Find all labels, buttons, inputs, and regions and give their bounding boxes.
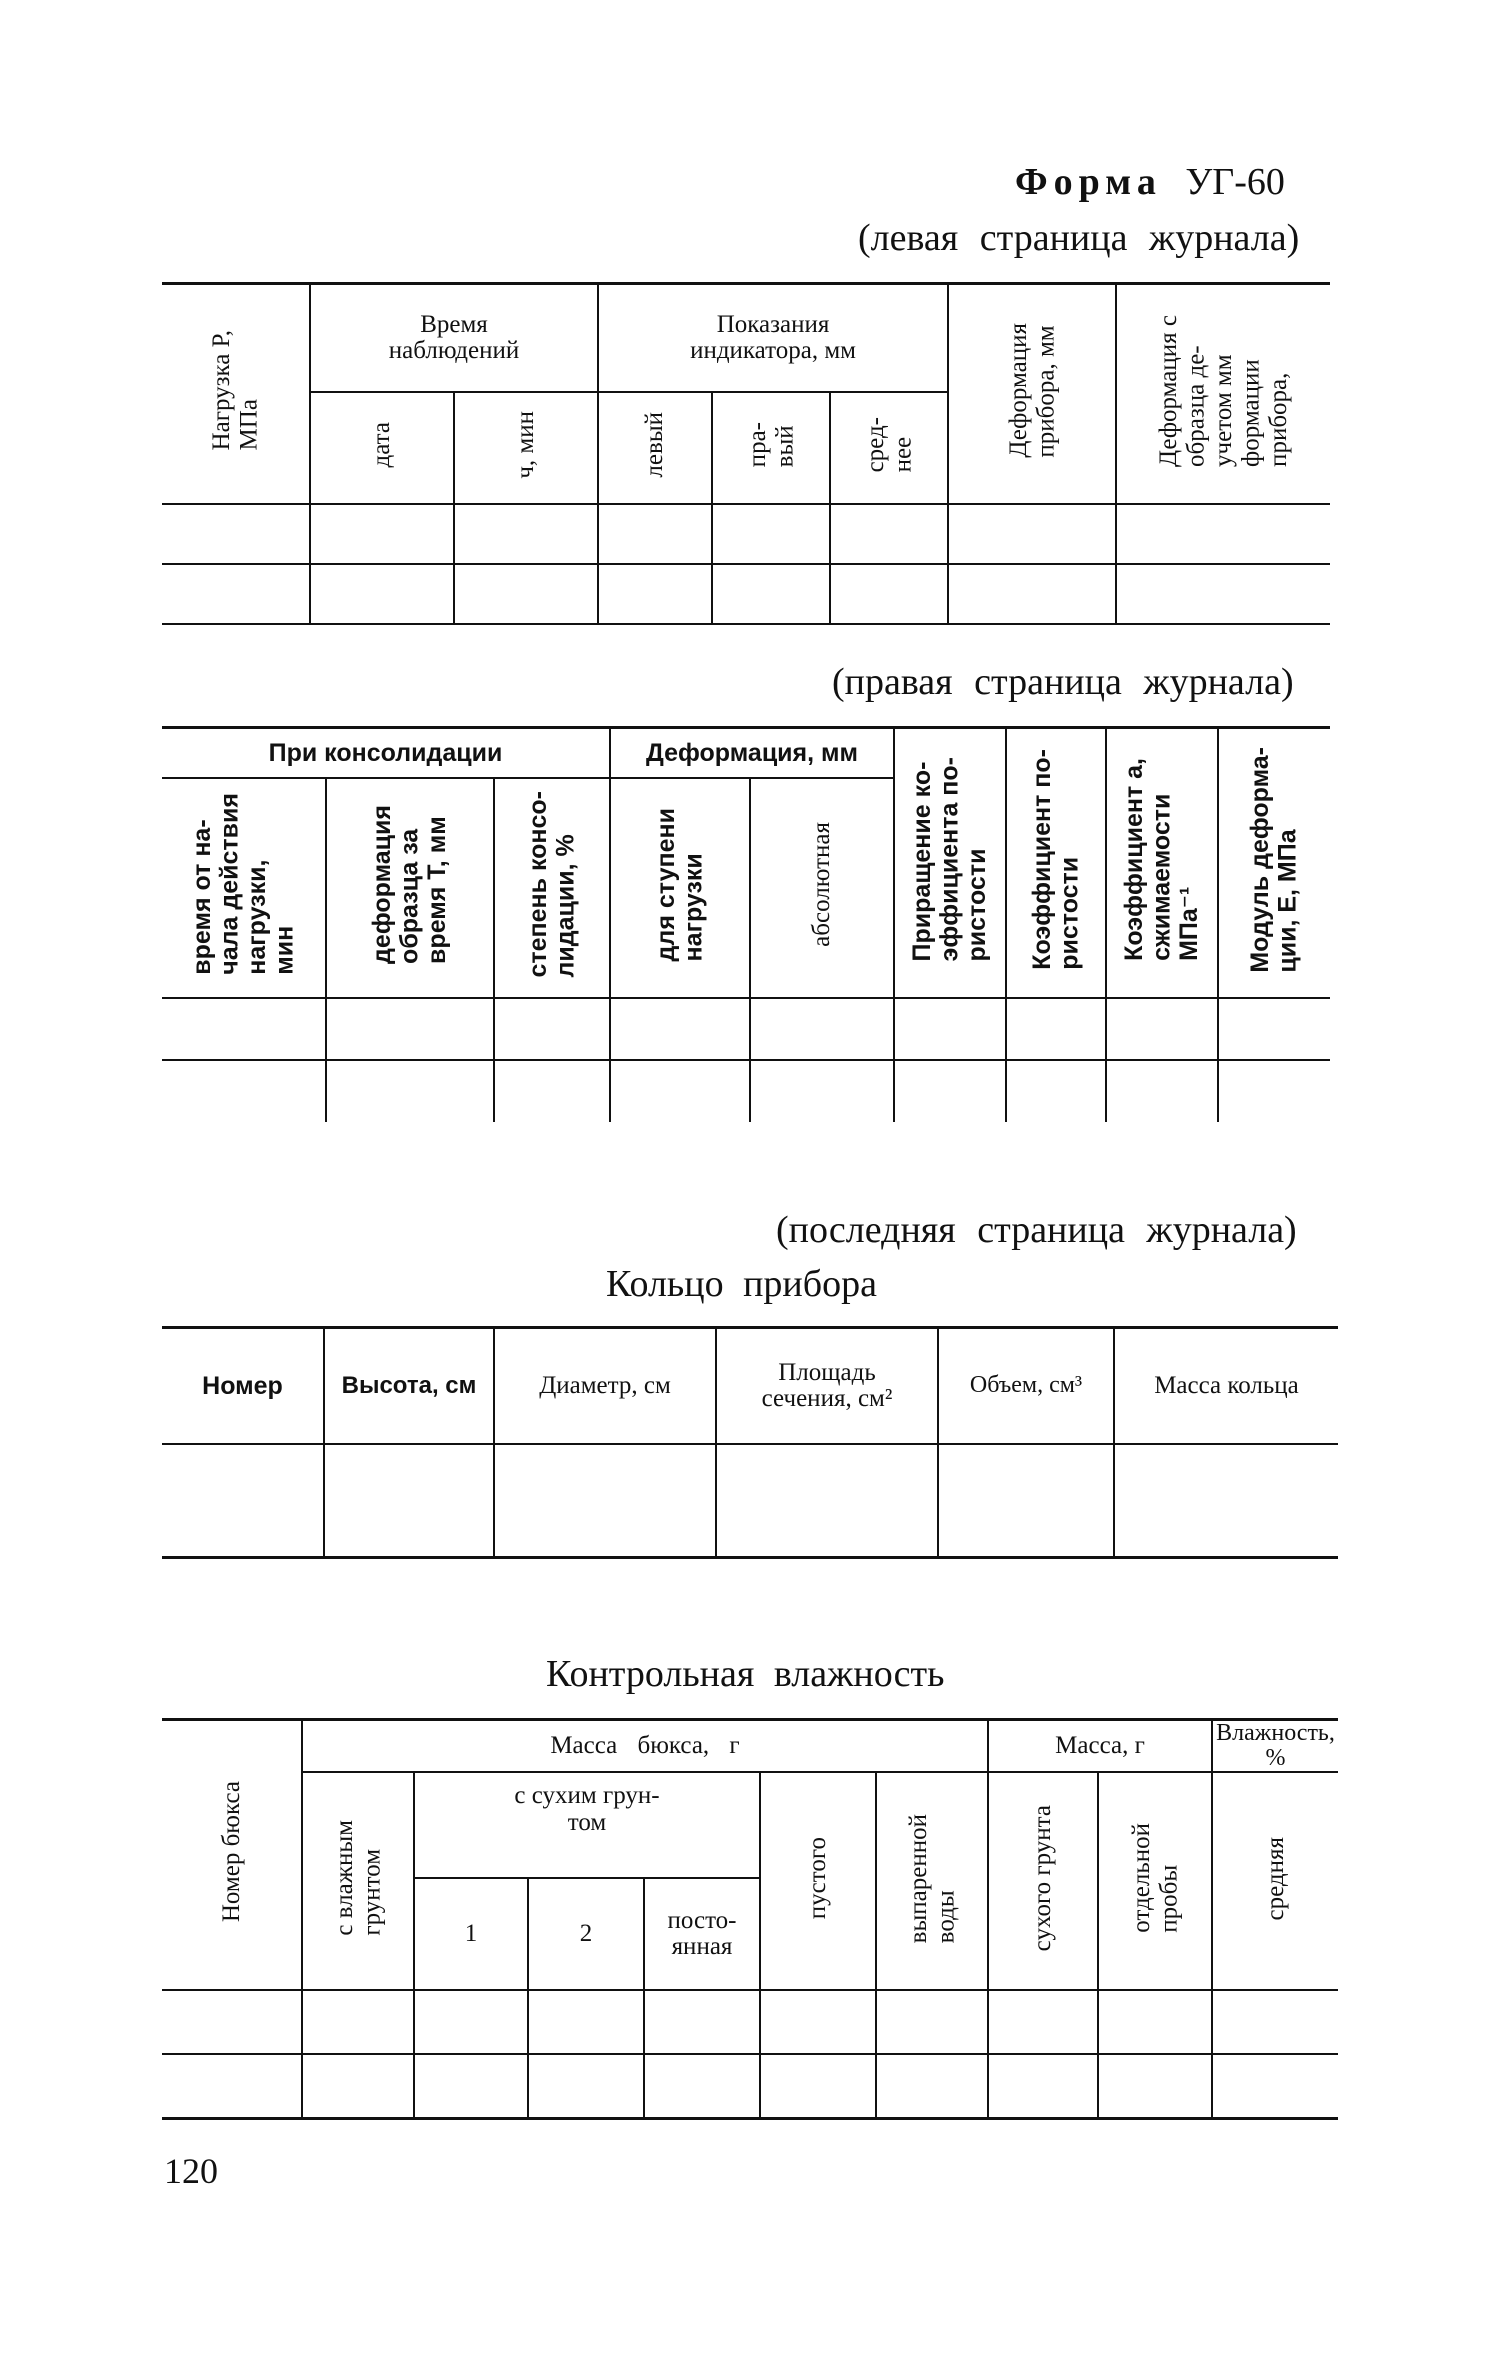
average-header: средняя: [1261, 1836, 1289, 1920]
single-sample-header: отдельной пробы: [1127, 1823, 1182, 1934]
box-mass-group-header: Масса бюкса, г: [302, 1720, 988, 1773]
consolidation-group-header: При консолидации: [162, 728, 610, 778]
indicator-group-header: Показания индикатора, мм: [598, 284, 948, 392]
ring-mass-header: Масса кольца: [1114, 1328, 1338, 1444]
table-row: [162, 2054, 1338, 2118]
load-header: Нагрузка P, МПа: [208, 330, 263, 451]
modulus-header: Модуль деформа- ции, E, МПа: [1246, 746, 1302, 973]
ring-title: Кольцо прибора: [606, 1263, 877, 1305]
dry-1-header: 1: [414, 1878, 528, 1990]
dry-const-header: посто- янная: [644, 1878, 760, 1990]
right-page-table: [162, 726, 1330, 1122]
dry-group-header: с сухим грун- том: [414, 1772, 760, 1878]
deformation-group-header: Деформация, мм: [610, 728, 894, 778]
number-header: Номер: [162, 1328, 324, 1444]
volume-header: Объем, см³: [938, 1328, 1114, 1444]
table-row: [162, 1060, 1330, 1122]
moisture-group-header: Влажность, %: [1212, 1720, 1338, 1773]
empty-header: пустого: [804, 1837, 832, 1920]
sample-def-header: Деформация с образца де- учетом мм формации прибора,: [1154, 314, 1292, 467]
box-number-header: Номер бюкса: [217, 1781, 245, 1923]
hours-header: ч, мин: [512, 410, 540, 479]
table-row: [162, 504, 1330, 564]
porosity-coef-header: Коэффициент по- ристости: [1027, 749, 1083, 970]
right-header: пра- вый: [743, 421, 799, 468]
ring-table: [162, 1326, 1338, 1559]
table-row: [162, 1990, 1338, 2054]
moisture-table: [162, 1718, 1338, 2120]
compress-coef-header: Коэффициент a, сжимаемости МПа⁻¹: [1119, 758, 1203, 962]
diameter-header: Диаметр, см: [494, 1328, 716, 1444]
dry-soil-header: сухого грунта: [1029, 1805, 1057, 1952]
sample-def-t-header: деформация образца за время T, мм: [367, 804, 451, 964]
left-page-caption: (левая страница журнала): [858, 217, 1300, 259]
form-code: УГ-60: [1185, 161, 1285, 203]
page-number: 120: [164, 2151, 218, 2191]
time-group-header: Время наблюдений: [310, 284, 598, 392]
evaporated-header: выпаренной воды: [904, 1813, 959, 1943]
table-row: [162, 564, 1330, 624]
form-title: [1015, 160, 1285, 204]
table-row: [162, 1444, 1338, 1558]
mass-group-header: Масса, г: [988, 1720, 1212, 1773]
form-label: Форма: [1015, 161, 1162, 203]
middle-header: сред- нее: [861, 416, 917, 473]
height-header: Высота, см: [324, 1328, 494, 1444]
device-def-header: Деформация прибора, мм: [1004, 323, 1060, 458]
time-from-start-header: время от на- чала действия нагрузки, мин: [187, 793, 298, 976]
last-page-caption: (последняя страница журнала): [776, 1209, 1297, 1251]
table-row: [162, 998, 1330, 1060]
wet-soil-header: с влажным грунтом: [330, 1820, 385, 1937]
porosity-increment-header: Приращение ко- эффициента по- ристости: [907, 757, 991, 962]
per-step-header: для ступени нагрузки: [651, 807, 707, 962]
right-page-caption: (правая страница журнала): [832, 661, 1294, 703]
date-header: дата: [368, 421, 396, 468]
dry-2-header: 2: [528, 1878, 644, 1990]
left-page-table: [162, 282, 1330, 625]
moisture-title: Контрольная влажность: [546, 1653, 945, 1695]
absolute-header: абсолютная: [808, 821, 836, 947]
consolidation-degree-header: степень консо- лидации, %: [523, 791, 579, 978]
left-header: левый: [641, 411, 669, 478]
area-header: Площадь сечения, см²: [716, 1328, 938, 1444]
